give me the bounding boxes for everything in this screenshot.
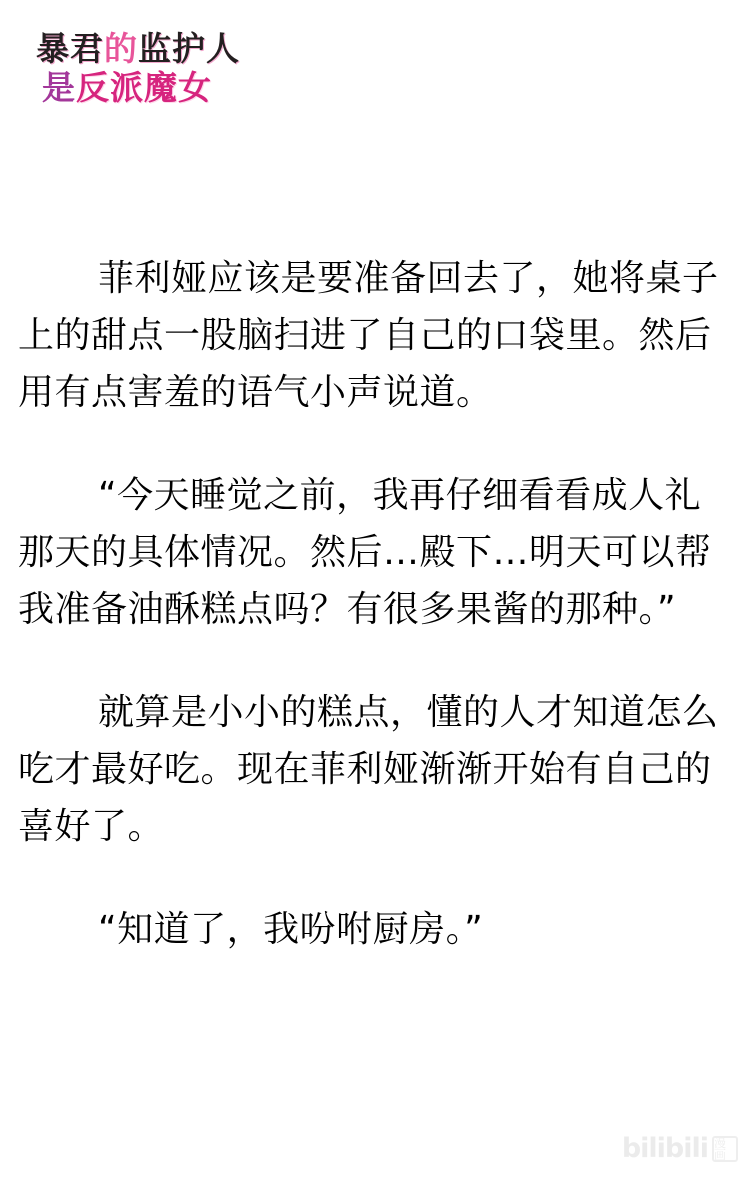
title-logo-line-2 <box>42 68 270 108</box>
title-glyph: 是 <box>42 68 76 107</box>
title-glyph: 派 <box>110 68 144 107</box>
comic-badge: 漫画 <box>712 1136 738 1162</box>
title-glyph: 的 <box>104 29 138 68</box>
title-glyph: 君 <box>70 29 104 68</box>
paragraph: “知道了，我吩咐厨房。” <box>98 909 484 950</box>
bilibili-logo-text: bilibili <box>621 1133 708 1164</box>
title-glyph: 魔 <box>144 68 178 107</box>
title-glyph: 女 <box>178 68 212 107</box>
paragraph: “今天睡觉之前，我再仔细看看成人礼那天的具体情况。然后…殿下…明天可以帮我准备油酥糕点吗？有很多果酱的那种。” <box>18 475 712 630</box>
watermark <box>622 1135 738 1162</box>
title-glyph: 监 <box>138 29 172 68</box>
title-glyph: 暴 <box>36 29 70 68</box>
paragraph: 就算是小小的糕点，懂的人才知道怎么吃才最好吃。现在菲利娅渐渐开始有自己的喜好了。 <box>18 692 719 847</box>
title-glyph: 反 <box>76 68 110 107</box>
series-title-logo <box>30 30 270 140</box>
story-text-block <box>18 250 736 1004</box>
title-logo-line-1 <box>36 30 270 68</box>
title-glyph: 护 <box>172 29 206 68</box>
paragraph: 菲利娅应该是要准备回去了，她将桌子上的甜点一股脑扫进了自己的口袋里。然后用有点害羞的语气小声说道。 <box>18 258 719 413</box>
title-glyph: 人 <box>206 29 240 68</box>
